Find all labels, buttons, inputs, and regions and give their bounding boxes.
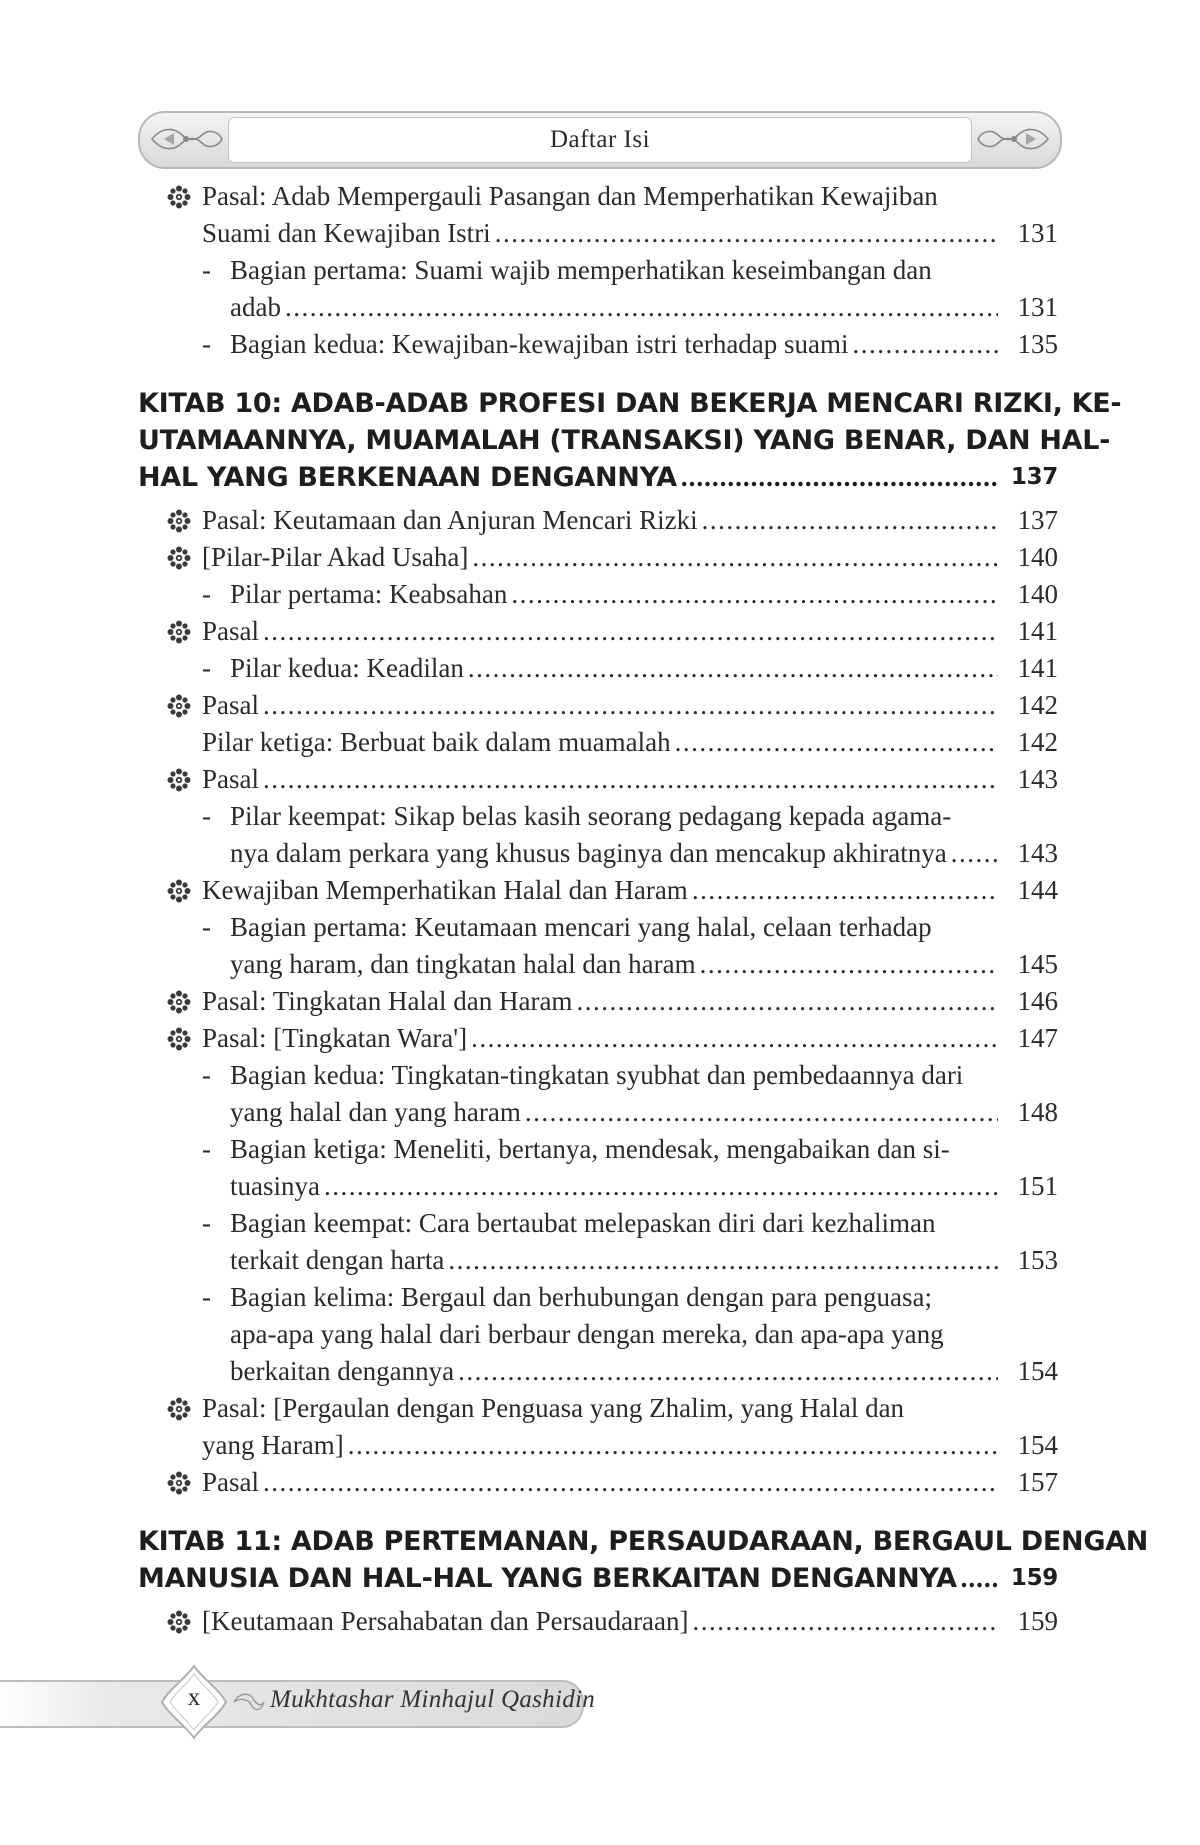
entry-text: yang halal dan yang haram	[230, 1097, 521, 1127]
entry-text: nya dalam perkara yang khusus baginya dan mencakup akhiratnya	[230, 838, 947, 868]
entry-text: Pilar pertama: Keabsahan	[230, 579, 508, 609]
entry-text: berkaitan dengannya	[230, 1356, 455, 1386]
entry-line: Pasal: Adab Mempergauli Pasangan dan Memperhatikan Kewajiban	[202, 181, 938, 211]
page-ref: 154	[1017, 1430, 1058, 1460]
toc-entry	[138, 1279, 1058, 1390]
entry-text: Pasal	[202, 616, 259, 646]
dot-leader	[263, 613, 998, 650]
page-ref: 153	[1017, 1245, 1058, 1275]
toc-entry	[138, 724, 1058, 761]
entry-last-line	[230, 650, 1002, 687]
entry-last-line	[230, 1353, 1002, 1390]
entry-text: yang Haram]	[202, 1430, 344, 1460]
dash-marker: -	[202, 912, 211, 942]
entry-text: Pilar ketiga: Berbuat baik dalam muamalah	[202, 727, 671, 757]
page-title: Daftar Isi	[549, 126, 651, 153]
dot-leader	[263, 687, 998, 724]
entry-last-line	[138, 1560, 1002, 1597]
flower-bullet-icon	[166, 539, 192, 576]
dot-leader	[525, 1094, 998, 1131]
entry-text: Kewajiban Memperhatikan Halal dan Haram	[202, 875, 688, 905]
toc-entry	[138, 1464, 1058, 1501]
page-ref: 144	[1017, 875, 1058, 905]
dot-leader	[324, 1168, 998, 1205]
dot-leader	[263, 1464, 998, 1501]
toc-entry	[138, 798, 1058, 872]
entry-last-line	[230, 835, 1002, 872]
dash-marker: -	[202, 579, 211, 609]
entry-last-line	[202, 502, 1002, 539]
entry-last-line	[202, 613, 1002, 650]
toc-entry	[138, 1057, 1058, 1131]
entry-text: adab	[230, 292, 281, 322]
entry-line: Bagian kedua: Tingkatan-tingkatan syubhat dan pembedaannya dari	[230, 1060, 964, 1090]
dash-marker: -	[202, 801, 211, 831]
dash-marker: -	[202, 329, 211, 359]
page-number: x	[187, 1684, 201, 1711]
entry-line: KITAB 11: ADAB PERTEMANAN, PERSAUDARAAN, BERGAUL DENGAN	[138, 1526, 1149, 1557]
page-ref: 151	[1017, 1171, 1058, 1201]
flower-bullet-icon	[166, 502, 192, 539]
dot-leader	[348, 1427, 998, 1464]
entry-last-line	[202, 1427, 1002, 1464]
page-ref: 140	[1017, 579, 1058, 609]
entry-last-line	[202, 1020, 1002, 1057]
entry-last-line	[230, 326, 1002, 363]
toc-entry	[138, 613, 1058, 650]
entry-text: Pilar kedua: Keadilan	[230, 653, 464, 683]
dot-leader	[511, 576, 998, 613]
dot-leader	[853, 326, 998, 363]
flower-bullet-icon	[166, 1390, 192, 1427]
page-ref: 159	[1017, 1606, 1058, 1636]
page-ref: 137	[1017, 505, 1058, 535]
entry-last-line	[230, 289, 1002, 326]
entry-line: KITAB 10: ADAB-ADAB PROFESI DAN BEKERJA MENCARI RIZKI, KE-	[138, 388, 1122, 419]
page-ref: 141	[1017, 616, 1058, 646]
page-ref: 147	[1017, 1023, 1058, 1053]
dash-marker: -	[202, 1208, 211, 1238]
entry-line: Bagian keempat: Cara bertaubat melepaskan diri dari kezhaliman	[230, 1208, 936, 1238]
toc-entry	[138, 326, 1058, 363]
entry-text: Pasal	[202, 690, 259, 720]
toc-entry	[138, 1205, 1058, 1279]
entry-last-line	[138, 459, 1002, 496]
entry-last-line	[202, 687, 1002, 724]
entry-last-line	[202, 539, 1002, 576]
entry-text: [Pilar-Pilar Akad Usaha]	[202, 542, 469, 572]
entry-line: Bagian kelima: Bergaul dan berhubungan dengan para penguasa;	[230, 1282, 933, 1312]
entry-line: Bagian pertama: Keutamaan mencari yang halal, celaan terhadap	[230, 912, 932, 942]
toc-entry	[138, 178, 1058, 252]
toc-entry	[138, 761, 1058, 798]
entry-text: Suami dan Kewajiban Istri	[202, 218, 491, 248]
toc-entry	[138, 252, 1058, 326]
dot-leader	[675, 724, 998, 761]
toc-entry	[138, 576, 1058, 613]
entry-last-line	[230, 576, 1002, 613]
entry-last-line	[230, 1168, 1002, 1205]
page-ref: 154	[1017, 1356, 1058, 1386]
dot-leader	[681, 459, 998, 496]
dot-leader	[961, 1560, 998, 1597]
dot-leader	[700, 946, 998, 983]
entry-last-line	[230, 1242, 1002, 1279]
entry-last-line	[230, 1094, 1002, 1131]
flower-bullet-icon	[166, 178, 192, 215]
entry-text: terkait dengan harta	[230, 1245, 445, 1275]
toc-entry	[138, 1390, 1058, 1464]
dash-marker: -	[202, 653, 211, 683]
entry-text: Pasal	[202, 1467, 259, 1497]
toc-entry	[138, 1603, 1058, 1640]
flower-bullet-icon	[166, 1020, 192, 1057]
page-ref: 146	[1017, 986, 1058, 1016]
dot-leader	[495, 215, 998, 252]
entry-last-line	[202, 872, 1002, 909]
dot-leader	[263, 761, 998, 798]
flower-bullet-icon	[166, 1464, 192, 1501]
entry-line: UTAMAANNYA, MUAMALAH (TRANSAKSI) YANG BENAR, DAN HAL-	[138, 425, 1111, 456]
ornament-left-icon	[144, 119, 228, 159]
toc-entry	[138, 687, 1058, 724]
dot-leader	[693, 1603, 998, 1640]
dot-leader	[692, 872, 998, 909]
dot-leader	[702, 502, 998, 539]
entry-last-line	[202, 215, 1002, 252]
dash-marker: -	[202, 1282, 211, 1312]
flower-bullet-icon	[166, 1603, 192, 1640]
dot-leader	[951, 835, 998, 872]
page-ref: 142	[1017, 727, 1058, 757]
flower-bullet-icon	[166, 687, 192, 724]
entry-line: apa-apa yang halal dari berbaur dengan mereka, dan apa-apa yang	[230, 1319, 944, 1349]
entry-line: Bagian ketiga: Meneliti, bertanya, mendesak, mengabaikan dan si-	[230, 1134, 950, 1164]
entry-last-line	[202, 724, 1002, 761]
entry-text: Pasal: Tingkatan Halal dan Haram	[202, 986, 573, 1016]
dot-leader	[472, 539, 998, 576]
entry-text: MANUSIA DAN HAL-HAL YANG BERKAITAN DENGANNYA	[138, 1563, 957, 1594]
toc-entry	[138, 872, 1058, 909]
entry-text: Pasal: [Tingkatan Wara']	[202, 1023, 468, 1053]
page-ref: 135	[1017, 329, 1058, 359]
page-ref: 140	[1017, 542, 1058, 572]
table-of-contents	[138, 178, 1149, 1640]
page-ref: 143	[1017, 838, 1058, 868]
toc-entry	[138, 983, 1058, 1020]
running-header	[138, 111, 1062, 169]
chapter-heading	[138, 385, 1122, 496]
dot-leader	[576, 983, 998, 1020]
entry-text: yang haram, dan tingkatan halal dan haram	[230, 949, 696, 979]
entry-line: Pasal: [Pergaulan dengan Penguasa yang Zhalim, yang Halal dan	[202, 1393, 905, 1423]
dot-leader	[468, 650, 998, 687]
page-ref: 142	[1017, 690, 1058, 720]
entry-line: Pilar keempat: Sikap belas kasih seorang pedagang kepada agama-	[230, 801, 952, 831]
toc-entry	[138, 909, 1058, 983]
entry-last-line	[202, 983, 1002, 1020]
toc-entry	[138, 1131, 1058, 1205]
page-ref: 141	[1017, 653, 1058, 683]
page-ref: 145	[1017, 949, 1058, 979]
entry-text: tuasinya	[230, 1171, 320, 1201]
entry-last-line	[230, 946, 1002, 983]
page-ref: 143	[1017, 764, 1058, 794]
footer-ornament-icon	[232, 1688, 266, 1716]
page-ref: 131	[1017, 292, 1058, 322]
dot-leader	[471, 1020, 998, 1057]
book-title: Mukhtashar Minhajul Qashidin	[270, 1686, 596, 1713]
entry-text: [Keutamaan Persahabatan dan Persaudaraan]	[202, 1606, 689, 1636]
entry-text: HAL YANG BERKENAAN DENGANNYA	[138, 462, 677, 493]
toc-entry	[138, 502, 1058, 539]
toc-entry	[138, 650, 1058, 687]
entry-text: Pasal	[202, 764, 259, 794]
flower-bullet-icon	[166, 761, 192, 798]
dash-marker: -	[202, 1060, 211, 1090]
entry-last-line	[202, 761, 1002, 798]
entry-last-line	[202, 1464, 1002, 1501]
chapter-heading	[138, 1523, 1149, 1597]
page-ref: 131	[1017, 218, 1058, 248]
dash-marker: -	[202, 1134, 211, 1164]
header-title-box	[228, 117, 972, 163]
entry-last-line	[202, 1603, 1002, 1640]
dot-leader	[458, 1353, 998, 1390]
flower-bullet-icon	[166, 872, 192, 909]
flower-bullet-icon	[166, 983, 192, 1020]
dot-leader	[448, 1242, 998, 1279]
page-ref: 148	[1017, 1097, 1058, 1127]
ornament-right-icon	[972, 119, 1056, 159]
entry-text: Pasal: Keutamaan dan Anjuran Mencari Rizki	[202, 505, 698, 535]
page-ref: 159	[1010, 1565, 1058, 1591]
dot-leader	[285, 289, 998, 326]
toc-entry	[138, 1020, 1058, 1057]
toc-entry	[138, 539, 1058, 576]
flower-bullet-icon	[166, 613, 192, 650]
dash-marker: -	[202, 255, 211, 285]
page-ref: 157	[1017, 1467, 1058, 1497]
page-ref: 137	[1010, 464, 1058, 490]
entry-text: Bagian kedua: Kewajiban-kewajiban istri terhadap suami	[230, 329, 849, 359]
entry-line: Bagian pertama: Suami wajib memperhatikan keseimbangan dan	[230, 255, 932, 285]
